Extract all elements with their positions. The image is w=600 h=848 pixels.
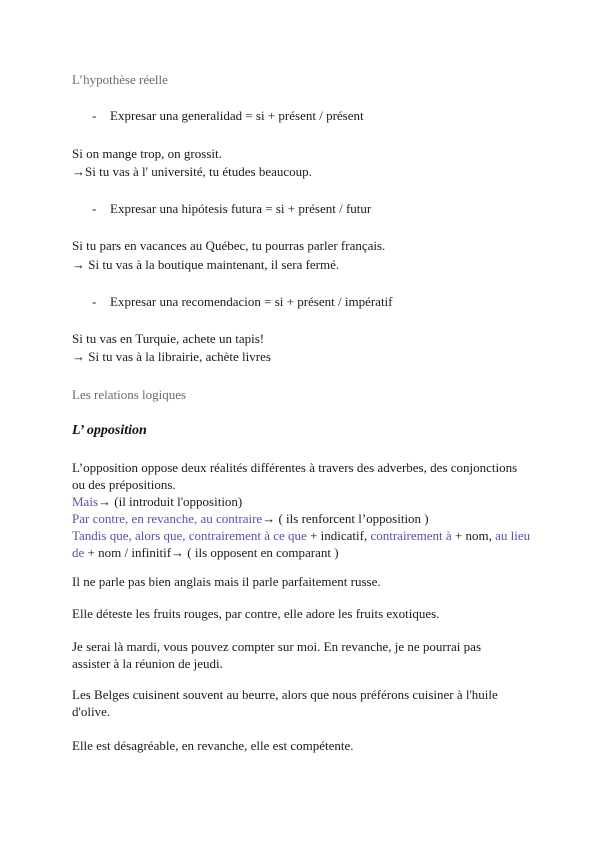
subtitle-opposition: L’ opposition — [72, 423, 147, 438]
keyword-par-contre: Par contre, en revanche, au contraire — [72, 511, 263, 526]
tandis-end: + nom, — [451, 528, 496, 543]
sentence-example: Je serai là mardi, vous pouvez compter sur moi. En revanche, je ne pourrai pas assister à la réunion de jeudi. — [72, 639, 481, 671]
keyword-mais: Mais — [72, 494, 98, 509]
example-line: → Si tu vas à la librairie, achète livres — [72, 349, 271, 364]
bullet-hipotesis — [92, 201, 371, 217]
keyword-contrairement: contrairement à — [370, 528, 452, 543]
keyword-au-lieu-de: au lieu de — [72, 528, 531, 560]
parcontre-line — [72, 510, 532, 527]
aulieu-explanation: + nom / infinitif→ ( ils opposent en comparant ) — [84, 545, 339, 560]
sentence-example: Elle déteste les fruits rouges, par contre, elle adore les fruits exotiques. — [72, 606, 440, 621]
sentence-example: Les Belges cuisinent souvent au beurre, alors que nous préférons cuisiner à l'huile d'olive. — [72, 687, 498, 719]
sentence-example: Elle est désagréable, en revanche, elle est compétente. — [72, 738, 354, 753]
bullet-text: Expresar una recomendacion = si + présent / impératif — [110, 294, 393, 309]
example-line: →Si tu vas à l' université, tu études beaucoup. — [72, 164, 312, 179]
bullet-text: Expresar una generalidad = si + présent / présent — [110, 108, 364, 123]
bullet-recomendacion — [92, 294, 393, 310]
parcontre-explanation: → ( ils renforcent l’opposition ) — [262, 511, 429, 526]
sentence-example: Il ne parle pas bien anglais mais il parle parfaitement russe. — [72, 574, 381, 589]
example-line: Si tu pars en vacances au Québec, tu pourras parler français. — [72, 238, 386, 253]
section-title-relations: Les relations logiques — [72, 387, 187, 402]
bullet-generalidad — [92, 108, 364, 124]
example-line: Si on mange trop, on grossit. — [72, 146, 222, 161]
bullet-dash: - — [92, 108, 97, 123]
bullet-dash: - — [92, 201, 97, 216]
keyword-tandis-que: Tandis que, alors que, contrairement à ce que — [72, 528, 307, 543]
mais-line — [72, 493, 532, 510]
bullet-dash: - — [92, 294, 97, 309]
example-line: → Si tu vas à la boutique maintenant, il sera fermé. — [72, 257, 340, 272]
section-title-hypothese: L’hypothèse réelle — [72, 72, 168, 87]
intro-text: L’opposition oppose deux réalités différentes à travers des adverbes, des conjonctions ou des prépositions. — [72, 460, 518, 492]
intro-paragraph — [72, 459, 532, 561]
mais-explanation: → (il introduit l'opposition) — [98, 494, 243, 509]
bullet-text: Expresar una hipótesis futura = si + présent / futur — [110, 201, 372, 216]
tandis-connector: + indicatif, — [306, 528, 371, 543]
example-line: Si tu vas en Turquie, achete un tapis! — [72, 331, 265, 346]
tandis-line — [72, 527, 532, 561]
